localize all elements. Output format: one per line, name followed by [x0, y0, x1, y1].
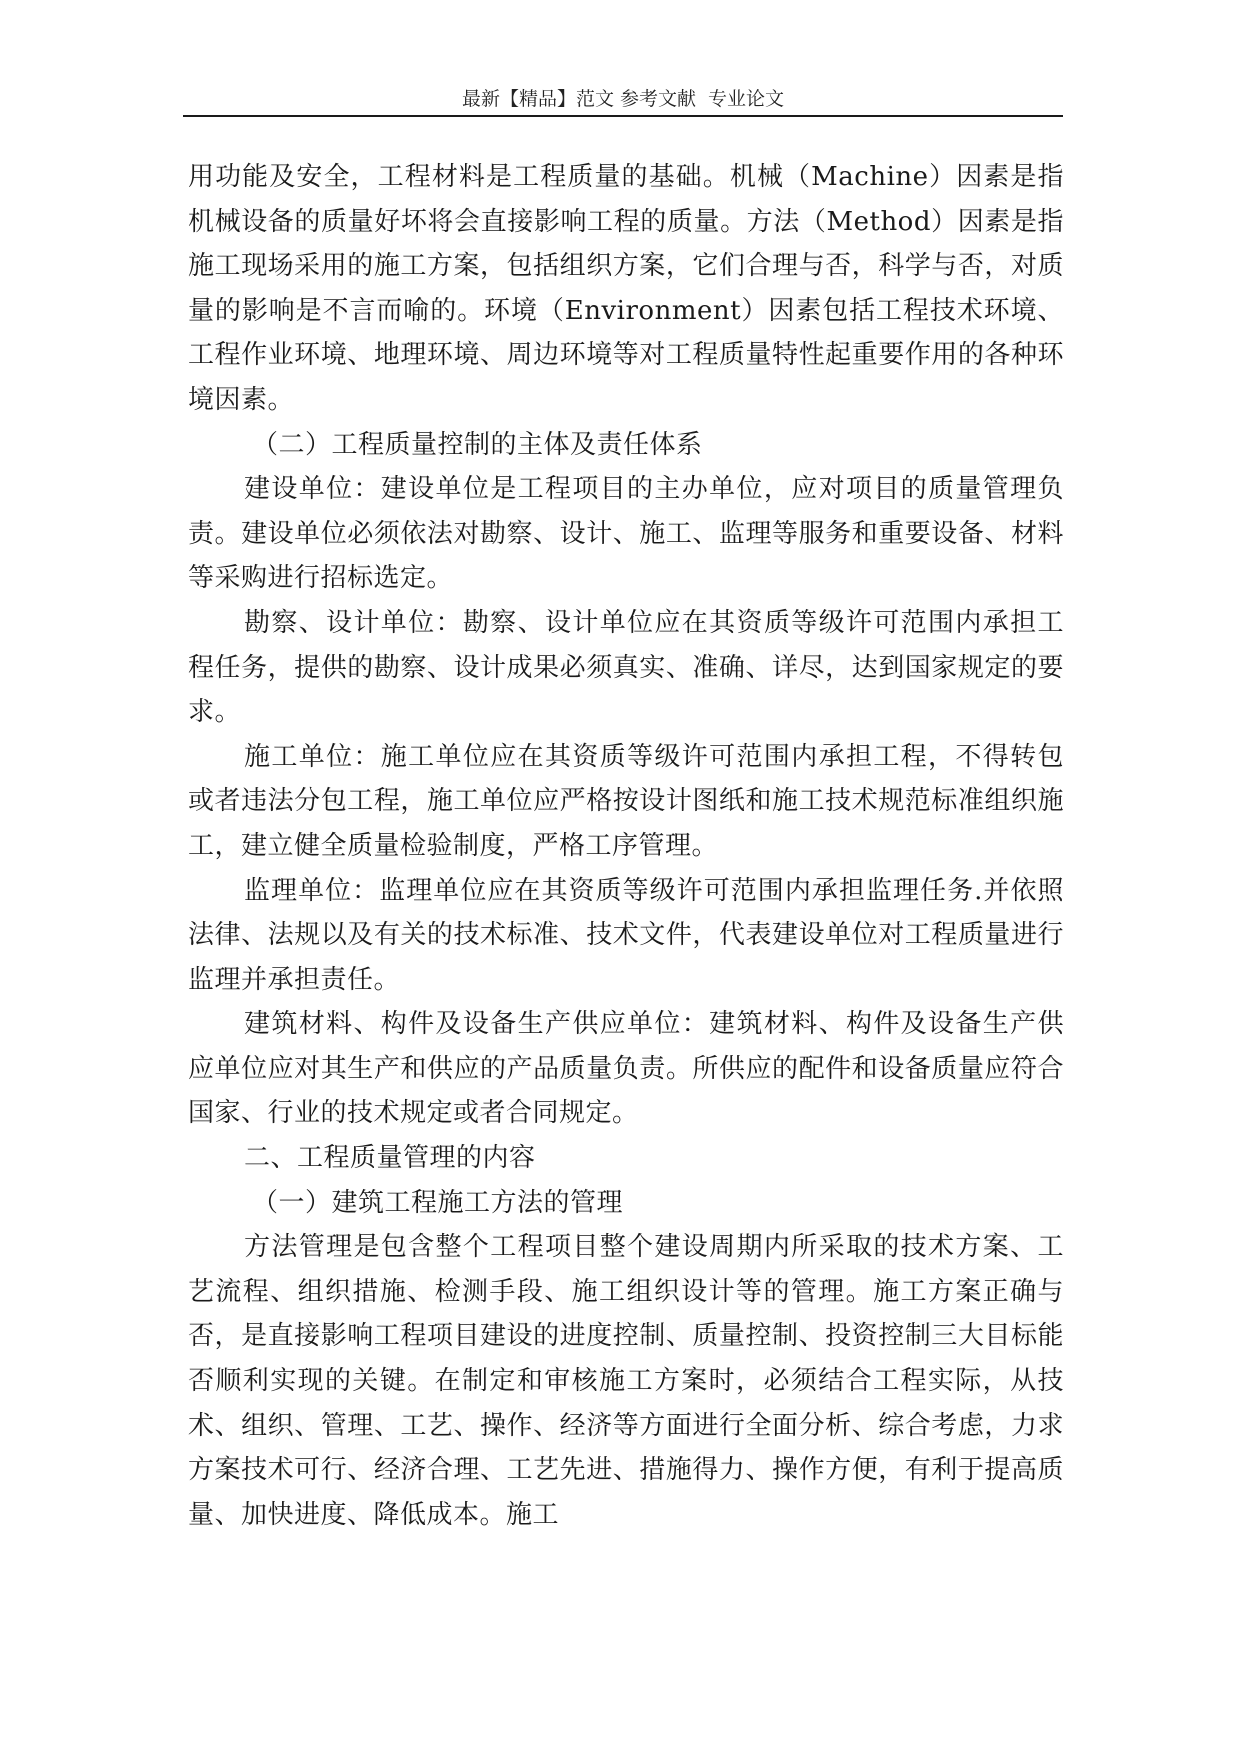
- paragraph-method-management: 方法管理是包含整个工程项目整个建设周期内所采取的技术方案、工艺流程、组织措施、检测手段、施工组织设计等的管理。施工方案正确与否，是直接影响工程项目建设的进度控制、质量控制、投资控制三大目标能否顺利实现的关键。在制定和审核施工方案时，必须结合工程实际，从技术、组织、管理、工艺、操作、经济等方面进行全面分析、综合考虑，力求方案技术可行、经济合理、工艺先进、措施得力、操作方便，有利于提高质量、加快进度、降低成本。施工: [188, 1232, 1064, 1530]
- paragraph-supervision-unit: 监理单位：监理单位应在其资质等级许可范围内承担监理任务.并依照法律、法规以及有关的技术标准、技术文件，代表建设单位对工程质量进行监理并承担责任。: [188, 875, 1064, 995]
- paragraph-survey-design-unit: 勘察、设计单位：勘察、设计单位应在其资质等级许可范围内承担工程任务，提供的勘察、设计成果必须真实、准确、详尽，达到国家规定的要求。: [188, 607, 1064, 728]
- section-heading-quality-management-content: 二、工程质量管理的内容: [244, 1143, 536, 1174]
- page-header: 最新【精品】范文 参考文献 专业论文: [461, 88, 785, 110]
- paragraph-contractor-unit: 施工单位：施工单位应在其资质等级许可范围内承担工程，不得转包或者违法分包工程，施工单位应严格按设计图纸和施工技术规范标准组织施工，建立健全质量检验制度，严格工序管理。: [188, 741, 1064, 861]
- section-heading-quality-subjects: （二）工程质量控制的主体及责任体系: [252, 429, 703, 460]
- paragraph-factors-continued: 用功能及安全，工程材料是工程质量的基础。机械（Machine）因素是指机械设备的质量好坏将会直接影响工程的质量。方法（Method）因素是指施工现场采用的施工方案，包括组织方案，它们合理与否，科学与否，对质量的影响是不言而喻的。环境（Environment）因素包括工程技术环境、工程作业环境、地理环境、周边环境等对工程质量特性起重要作用的各种环境因素。: [188, 162, 1064, 415]
- header-divider: [183, 115, 1063, 117]
- section-heading-construction-methods: （一）建筑工程施工方法的管理: [252, 1187, 624, 1218]
- document-body: [188, 155, 1064, 1537]
- paragraph-materials-supplier: 建筑材料、构件及设备生产供应单位：建筑材料、构件及设备生产供应单位应对其生产和供应的产品质量负责。所供应的配件和设备质量应符合国家、行业的技术规定或者合同规定。: [188, 1009, 1064, 1129]
- paragraph-construction-unit: 建设单位：建设单位是工程项目的主办单位，应对项目的质量管理负责。建设单位必须依法对勘察、设计、施工、监理等服务和重要设备、材料等采购进行招标选定。: [188, 474, 1064, 594]
